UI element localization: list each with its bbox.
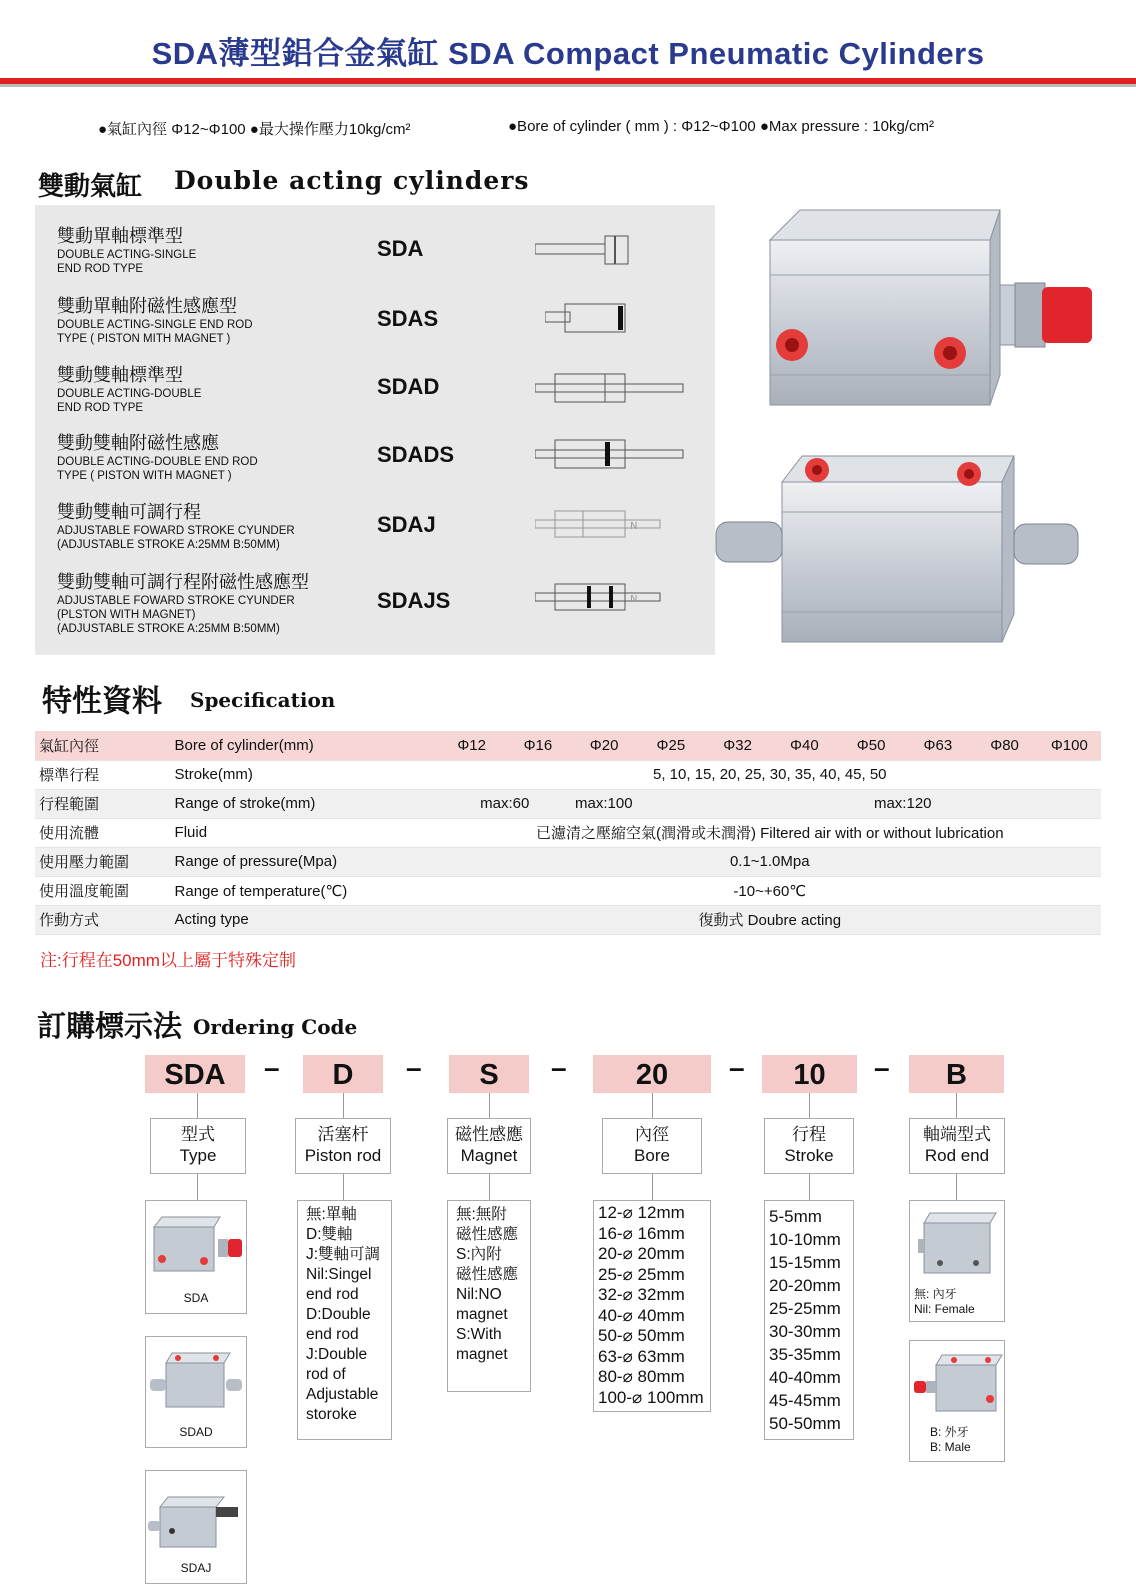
ordering-heading-cn: 訂購標示法 (37, 1009, 183, 1043)
list-item: 40-⌀ 40mm (598, 1305, 685, 1325)
magnet-options (447, 1200, 531, 1392)
list-item: 磁性感應 (456, 1266, 519, 1283)
bore-size: Φ50 (838, 731, 904, 760)
spec-line-cn: ●氣缸內徑 Φ12~Φ100 ●最大操作壓力10kg/cm² (98, 121, 411, 138)
code-part-bore: 20 (593, 1055, 711, 1093)
rod-end-male (909, 1340, 1005, 1462)
model-code: SDADS (377, 442, 455, 467)
sdad-cylinder-thumb-icon (146, 1337, 246, 1425)
bore-size: Φ32 (705, 731, 771, 760)
female-rod-end-thumb-icon (910, 1201, 1004, 1285)
label-en: Stroke (784, 1146, 834, 1165)
code-dash: – (874, 1052, 890, 1083)
label-en: Type (179, 1146, 217, 1165)
sda-symbol-icon (535, 232, 685, 272)
page-title: SDA薄型鋁合金氣缸 SDA Compact Pneumatic Cylinders (151, 36, 985, 71)
label-en: Magnet (460, 1146, 518, 1165)
model-row (57, 568, 309, 636)
sdaj-symbol-icon (535, 507, 685, 543)
label-cn: 行程 (792, 1125, 826, 1144)
spec-cell-value: 復動式 Doubre acting (439, 905, 1101, 934)
list-item: rod of (306, 1366, 346, 1383)
list-item: 5-5mm (769, 1207, 822, 1226)
stroke-range-value: max:100 (571, 789, 704, 818)
code-part-magnet: S (449, 1055, 529, 1093)
code-part-type: SDA (145, 1055, 245, 1093)
spec-cell-cn: 使用溫度範圍 (35, 876, 171, 905)
list-item: 32-⌀ 32mm (598, 1285, 685, 1304)
code-dash: – (729, 1052, 745, 1083)
model-name-en: DOUBLE ACTING-DOUBLE END ROD (57, 456, 258, 468)
spec-heading-en: Specification (190, 688, 336, 712)
list-item: S:內附 (456, 1246, 502, 1263)
list-item: 無:無附 (456, 1206, 507, 1223)
bore-size: Φ12 (439, 731, 505, 760)
spec-cell-cn: 行程範圍 (35, 789, 171, 818)
list-item: 20-⌀ 20mm (598, 1244, 685, 1263)
spec-row-acting (35, 905, 1101, 934)
connector-line (343, 1093, 344, 1118)
spec-cell-value: -10~+60℃ (439, 876, 1101, 905)
spec-cell-en: Range of temperature(℃) (171, 876, 439, 905)
model-code: SDAJ (377, 512, 436, 537)
rod-end-caption-cn: B: 外牙 (930, 1425, 969, 1439)
label-cn: 內徑 (635, 1125, 669, 1144)
list-item: 12-⌀ 12mm (598, 1203, 685, 1222)
bore-size: Φ63 (904, 731, 971, 760)
svg-text:N: N (630, 521, 638, 532)
model-name-cn: 雙動單軸標準型 (57, 226, 183, 246)
connector-line (197, 1093, 198, 1118)
spec-cell-value: 0.1~1.0Mpa (439, 847, 1101, 876)
type-image-sdaj (145, 1470, 247, 1584)
list-item: S:With (456, 1326, 502, 1343)
label-cn: 活塞杆 (317, 1125, 369, 1144)
label-piston-rod (295, 1118, 391, 1174)
model-code: SDAD (377, 374, 440, 399)
model-name-en: DOUBLE ACTING-DOUBLE (57, 388, 202, 400)
model-name-en: ADJUSTABLE FOWARD STROKE CYUNDER (57, 595, 295, 607)
spec-cell-cn: 標準行程 (35, 760, 171, 789)
sdaj-cylinder-thumb-icon (146, 1471, 246, 1561)
sda-cylinder-photo (760, 205, 1100, 415)
model-row (57, 498, 295, 552)
code-dash: – (551, 1052, 567, 1083)
connector-line (489, 1174, 490, 1200)
label-cn: 軸端型式 (923, 1125, 991, 1144)
rod-end-caption-cn: 無: 內牙 (914, 1287, 957, 1301)
list-item: Nil:Singel (306, 1266, 372, 1283)
model-name-en: TYPE ( PISTON MITH MAGNET ) (57, 333, 231, 345)
list-item: 15-15mm (769, 1253, 841, 1272)
spec-row-fluid (35, 818, 1101, 847)
spec-cell-en: Fluid (171, 818, 439, 847)
model-name-en: END ROD TYPE (57, 263, 144, 275)
list-item: 16-⌀ 16mm (598, 1223, 685, 1243)
list-item: 63-⌀ 63mm (598, 1346, 685, 1366)
model-row (57, 361, 201, 415)
list-item: 40-40mm (769, 1368, 841, 1387)
model-name-en: (PLSTON WITH MAGNET) (57, 609, 196, 621)
spec-cell-cn: 作動方式 (35, 905, 171, 934)
connector-line (343, 1174, 344, 1200)
list-item: 30-30mm (769, 1322, 841, 1341)
bore-options (593, 1200, 711, 1412)
model-name-en: (ADJUSTABLE STROKE A:25MM B:50MM) (57, 623, 280, 635)
model-code: SDAS (377, 306, 439, 331)
list-item: D:雙軸 (306, 1226, 353, 1243)
rod-end-female (909, 1200, 1005, 1322)
bore-size: Φ20 (571, 731, 637, 760)
model-name-en: DOUBLE ACTING-SINGLE (57, 249, 197, 261)
list-item: 100-⌀ 100mm (598, 1387, 704, 1407)
stroke-range-value: max:60 (439, 789, 571, 818)
code-part-stroke: 10 (762, 1055, 857, 1093)
label-en: Piston rod (304, 1146, 382, 1165)
code-part-rod-end: B (909, 1055, 1004, 1093)
type-image-sda (145, 1200, 247, 1314)
model-name-cn: 雙動雙軸標準型 (57, 365, 183, 385)
rod-end-caption-en: B: Male (930, 1440, 971, 1454)
bore-size: Φ80 (971, 731, 1037, 760)
bore-size: Φ100 (1038, 731, 1101, 760)
label-stroke (764, 1118, 854, 1174)
label-rod-end (909, 1118, 1005, 1174)
list-item: J:Double (306, 1346, 368, 1363)
sdas-symbol-icon (545, 300, 695, 340)
double-acting-heading-en: Double acting cylinders (174, 166, 530, 195)
list-item: 25-25mm (769, 1299, 841, 1318)
label-en: Bore (634, 1146, 670, 1165)
double-acting-heading-cn: 雙動氣缸 (38, 172, 143, 202)
spec-note: 注:行程在50mm以上屬于特殊定制 (40, 951, 296, 970)
spec-cell-cn: 使用壓力範圍 (35, 847, 171, 876)
connector-line (809, 1093, 810, 1118)
model-name-cn: 雙動雙軸可調行程附磁性感應型 (57, 572, 309, 592)
model-name-en: ADJUSTABLE FOWARD STROKE CYUNDER (57, 525, 295, 537)
spec-cell-en: Acting type (171, 905, 439, 934)
sdajs-symbol-icon (535, 580, 685, 616)
list-item: 80-⌀ 80mm (598, 1367, 685, 1386)
spec-cell-en: Range of stroke(mm) (171, 789, 439, 818)
spec-line-en: ●Bore of cylinder ( mm ) : Φ12~Φ100 ●Max pressure : 10kg/cm² (508, 118, 934, 135)
list-item: D:Double (306, 1306, 371, 1323)
rod-end-caption-en: Nil: Female (914, 1302, 975, 1316)
model-name-en: TYPE ( PISTON WITH MAGNET ) (57, 470, 232, 482)
svg-text:N: N (630, 594, 638, 605)
model-name-en: END ROD TYPE (57, 402, 144, 414)
label-en: Rod end (924, 1146, 990, 1165)
spec-cell-en: Range of pressure(Mpa) (171, 847, 439, 876)
list-item: Adjustable (306, 1386, 379, 1403)
type-image-sdad (145, 1336, 247, 1448)
list-item: 25-⌀ 25mm (598, 1264, 685, 1284)
sdad-symbol-icon (535, 370, 685, 410)
code-dash: – (264, 1052, 280, 1083)
model-name-en: (ADJUSTABLE STROKE A:25MM B:50MM) (57, 539, 280, 551)
connector-line (652, 1093, 653, 1118)
piston-rod-options (297, 1200, 392, 1440)
spec-row-stroke (35, 760, 1101, 789)
list-item: 無:單軸 (306, 1206, 357, 1223)
stroke-range-value: max:120 (705, 789, 1102, 818)
bore-size: Φ16 (505, 731, 571, 760)
list-item: 20-20mm (769, 1276, 841, 1295)
spec-cell-value: 已濾清之壓縮空氣(潤滑或未潤滑) Filtered air with or without lubrication (439, 818, 1101, 847)
model-name-cn: 雙動單軸附磁性感應型 (57, 296, 237, 316)
model-name-en: DOUBLE ACTING-SINGLE END ROD (57, 319, 253, 331)
list-item: 35-35mm (769, 1345, 841, 1364)
ordering-heading-en: Ordering Code (193, 1015, 358, 1039)
model-name-cn: 雙動雙軸可調行程 (57, 502, 201, 522)
list-item: Nil:NO (456, 1286, 502, 1303)
connector-line (956, 1093, 957, 1118)
list-item: magnet (456, 1306, 508, 1323)
spec-cell-cn: 氣缸內徑 (35, 731, 171, 760)
spec-table (35, 731, 1101, 935)
bore-size: Φ25 (637, 731, 704, 760)
list-item: end rod (306, 1326, 359, 1343)
list-item: end rod (306, 1286, 359, 1303)
spec-row-temperature (35, 876, 1101, 905)
type-image-caption: SDAJ (180, 1561, 212, 1575)
list-item: 45-45mm (769, 1391, 841, 1410)
sdad-cylinder-photo (714, 452, 1084, 647)
list-item: 50-50mm (769, 1414, 841, 1433)
type-image-caption: SDAD (179, 1425, 213, 1439)
spec-heading-cn: 特性資料 (42, 684, 162, 719)
connector-line (197, 1174, 198, 1200)
model-row (57, 429, 258, 483)
model-name-cn: 雙動雙軸附磁性感應 (57, 433, 219, 453)
list-item: J:雙軸可調 (306, 1246, 381, 1263)
male-rod-end-thumb-icon (910, 1341, 1004, 1423)
model-code: SDAJS (377, 588, 451, 613)
type-image-caption: SDA (183, 1291, 209, 1305)
spec-cell-value: 5, 10, 15, 20, 25, 30, 35, 40, 45, 50 (439, 760, 1101, 789)
connector-line (489, 1093, 490, 1118)
label-magnet (447, 1118, 531, 1174)
spec-row-bore (35, 731, 1101, 760)
label-cn: 型式 (181, 1125, 215, 1144)
spec-cell-cn: 使用流體 (35, 818, 171, 847)
sdads-symbol-icon (535, 436, 685, 476)
bore-size: Φ40 (771, 731, 838, 760)
spec-cell-en: Bore of cylinder(mm) (171, 731, 439, 760)
spec-row-stroke-range (35, 789, 1101, 818)
list-item: 磁性感應 (456, 1226, 519, 1243)
list-item: magnet (456, 1346, 508, 1363)
list-item: 10-10mm (769, 1230, 841, 1249)
sda-cylinder-thumb-icon (146, 1201, 246, 1291)
stroke-options (764, 1200, 854, 1440)
code-part-piston-rod: D (303, 1055, 383, 1093)
connector-line (652, 1174, 653, 1200)
list-item: storoke (306, 1406, 357, 1423)
label-cn: 磁性感應 (455, 1125, 523, 1144)
spec-row-pressure (35, 847, 1101, 876)
label-type (150, 1118, 246, 1174)
connector-line (809, 1174, 810, 1200)
title-divider-shadow (0, 84, 1136, 87)
label-bore (602, 1118, 702, 1174)
spec-cell-en: Stroke(mm) (171, 760, 439, 789)
code-dash: – (406, 1052, 422, 1083)
model-row (57, 292, 253, 346)
model-row (57, 222, 196, 276)
list-item: 50-⌀ 50mm (598, 1326, 685, 1345)
model-code: SDA (377, 236, 424, 261)
connector-line (956, 1174, 957, 1200)
